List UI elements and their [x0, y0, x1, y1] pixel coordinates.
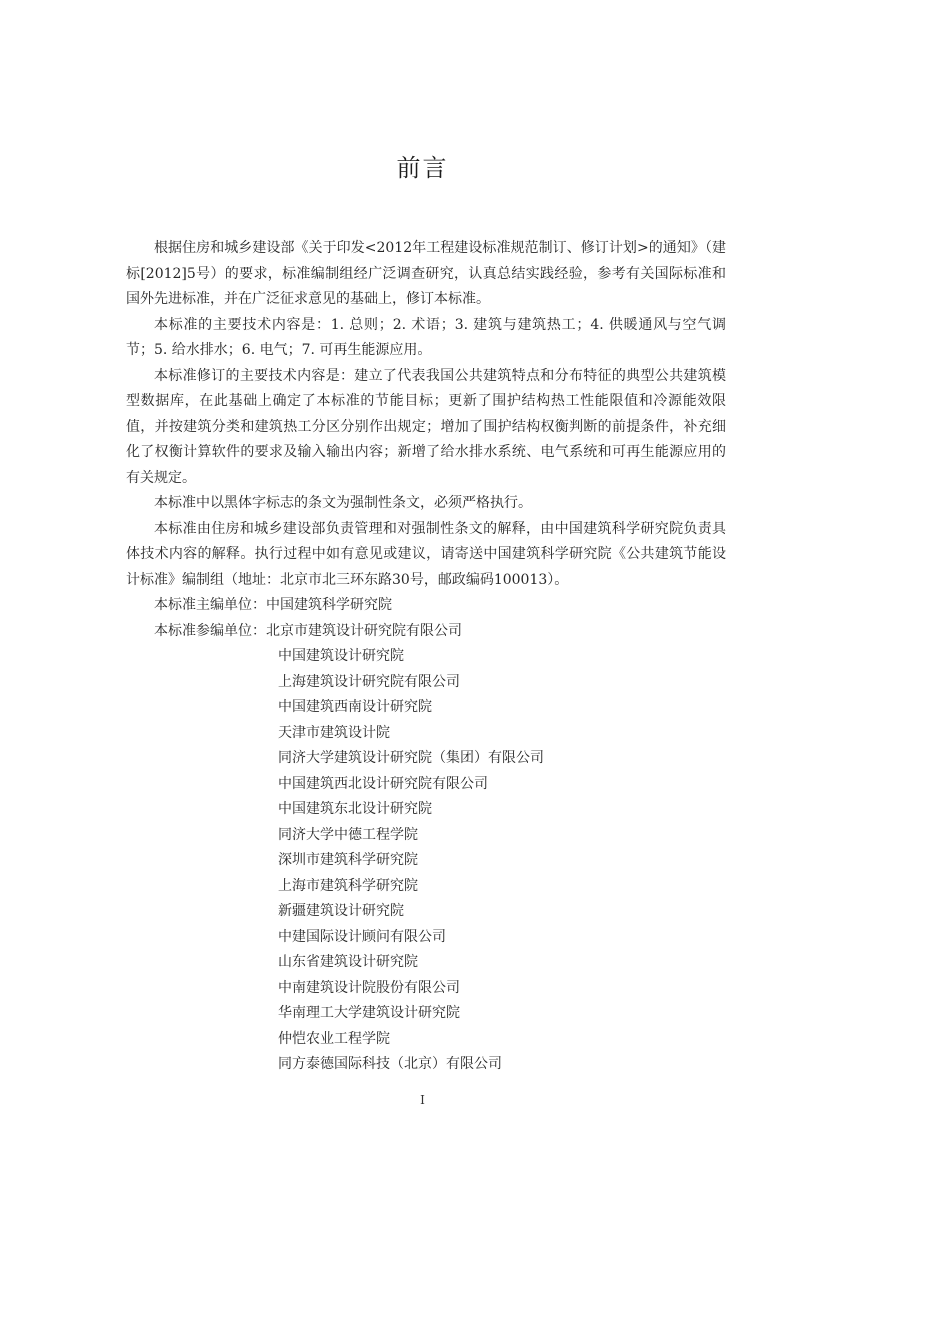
participant-item: 上海市建筑科学研究院	[278, 877, 418, 894]
participant-item: 中南建筑设计院股份有限公司	[278, 979, 460, 996]
participant-item: 中国建筑设计研究院	[278, 648, 404, 664]
participant-item: 同济大学建筑设计研究院（集团）有限公司	[278, 750, 544, 766]
participant-item: 仲恺农业工程学院	[278, 1030, 390, 1047]
participant-first: 北京市建筑设计研究院有限公司	[266, 622, 462, 639]
participant-item: 同济大学中德工程学院	[278, 826, 418, 843]
chief-editor-line	[126, 593, 726, 619]
participant-item: 中国建筑西北设计研究院有限公司	[278, 775, 488, 792]
participant-item: 同方泰德国际科技（北京）有限公司	[278, 1056, 502, 1072]
participant-item: 深圳市建筑科学研究院	[278, 852, 418, 868]
participant-item: 华南理工大学建筑设计研究院	[278, 1005, 460, 1021]
preface-body	[126, 236, 726, 1078]
participant-item: 上海建筑设计研究院有限公司	[278, 673, 460, 690]
paragraph-revision-contents: 本标准修订的主要技术内容是：建立了代表我国公共建筑特点和分布特征的典型公共建筑模型数据库，在此基础上确定了本标准的节能目标；更新了围护结构热工性能限值和冷源能效限值，并按建筑分类和建筑热工分区分别作出规定；增加了围护结构权衡判断的前提条件，补充细化了权衡计算软件的要求及输入输出内容；新增了给水排水系统、电气系统和可再生能源应用的有关规定。	[126, 367, 726, 486]
participant-item: 中建国际设计顾问有限公司	[278, 928, 446, 945]
paragraph-main-contents: 本标准的主要技术内容是：1. 总则；2. 术语；3. 建筑与建筑热工；4. 供暖通风与空气调节；5. 给水排水；6. 电气；7. 可再生能源应用。	[126, 316, 726, 358]
chief-editor-label: 本标准主编单位：	[154, 597, 266, 613]
paragraph-basis: 根据住房和城乡建设部《关于印发<2012年工程建设标准规范制订、修订计划>的通知》（建标[2012]5号）的要求，标准编制组经广泛调查研究，认真总结实践经验，参考有关国际标准和国外先进标准，并在广泛征求意见的基础上，修订本标准。	[126, 240, 726, 307]
participants-line	[126, 619, 726, 645]
participants-list	[126, 644, 726, 1078]
page-title: 前言	[396, 154, 449, 182]
page-number: I	[420, 1093, 425, 1107]
participant-item: 中国建筑西南设计研究院	[278, 699, 432, 715]
participant-item: 新疆建筑设计研究院	[278, 903, 404, 919]
chief-editor-value: 中国建筑科学研究院	[266, 597, 392, 613]
participant-item: 山东省建筑设计研究院	[278, 954, 418, 970]
paragraph-mandatory-clauses: 本标准中以黑体字标志的条文为强制性条文，必须严格执行。	[154, 495, 532, 511]
participant-item: 中国建筑东北设计研究院	[278, 801, 432, 817]
participants-label: 本标准参编单位：	[154, 622, 266, 639]
paragraph-management: 本标准由住房和城乡建设部负责管理和对强制性条文的解释，由中国建筑科学研究院负责具体技术内容的解释。执行过程中如有意见或建议，请寄送中国建筑科学研究院《公共建筑节能设计标准》编制组（地址：北京市北三环东路30号，邮政编码100013）。	[126, 520, 726, 588]
participant-item: 天津市建筑设计院	[278, 724, 390, 741]
